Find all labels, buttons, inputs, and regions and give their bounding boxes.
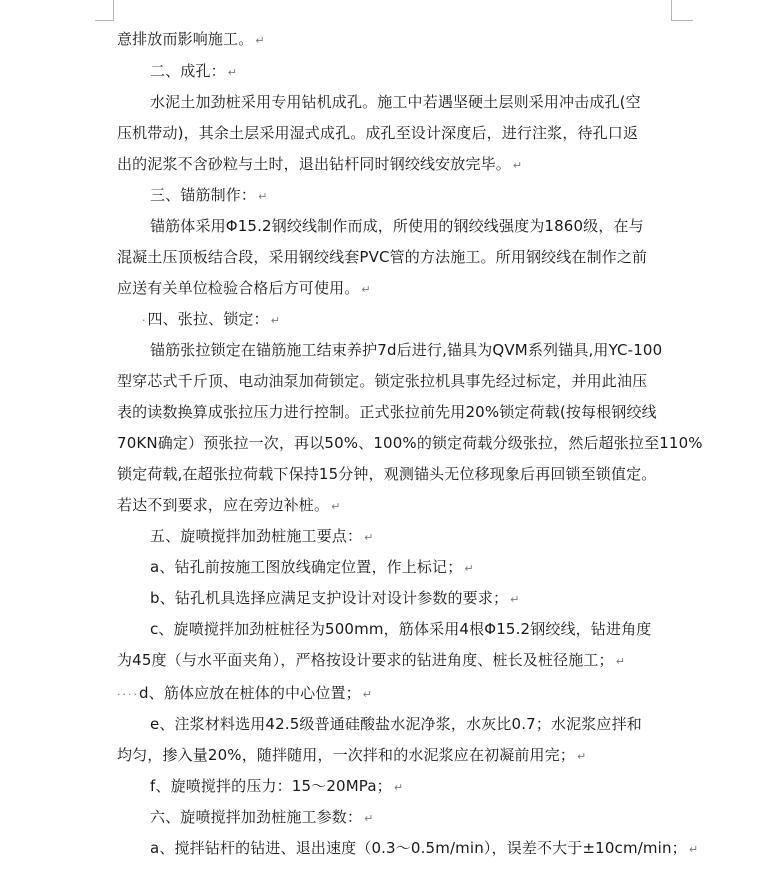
crop-mark-right-vertical [671,0,672,20]
paragraph-mark-icon: ↵ [512,159,523,172]
body-line: 若达不到要求，应在旁边补桩。 ↵ [117,496,341,514]
paragraph-mark-icon: ↵ [364,812,374,825]
list-item: a、搅拌钻杆的钻进、退出速度（0.3～0.5m/min），误差不大于±10cm/min； ↵ [150,839,699,857]
list-item: 为45度（与水平面夹角），严格按设计要求的钻进角度、桩长及桩径施工； ↵ [117,651,626,669]
paragraph-mark-icon: ↵ [255,34,265,47]
paragraph-mark-icon: ↵ [364,531,374,544]
paragraph-mark-icon: ↵ [227,66,238,79]
paragraph-mark-icon: ↵ [362,688,373,701]
body-line: 混凝土压顶板结合段，采用钢绞线套PVC管的方法施工。所用钢绞线在制作之前 [117,248,648,266]
paragraph-mark-icon: ↵ [464,562,474,575]
section-heading: ·四、张拉、锁定： ↵ [142,310,281,328]
paragraph-mark-icon: ↵ [577,750,587,763]
crop-mark-right-horizontal [671,20,693,21]
body-line: 水泥土加劲桩采用专用钻机成孔。施工中若遇坚硬土层则采用冲击成孔(空 [150,93,641,111]
body-line: 压机带动)，其余土层采用湿式成孔。成孔至设计深度后，进行注浆，待孔口返 [117,124,639,142]
list-item: c、旋喷搅拌加劲桩桩径为500mm，筋体采用4根Φ15.2钢绞线，钻进角度 [150,620,652,638]
body-line: 锚筋体采用Φ15.2钢绞线制作而成，所使用的钢绞线强度为1860级，在与 [150,217,644,235]
crop-mark-left-horizontal [95,20,114,21]
list-item: e、注浆材料选用42.5级普通硅酸盐水泥净浆，水灰比0.7；水泥浆应拌和 [150,715,642,733]
paragraph-mark-icon: ↵ [393,781,404,794]
body-line: 型穿芯式千斤顶、电动油泵加荷锁定。锁定张拉机具事先经过标定，并用此油压 [117,372,648,390]
space-marker-icon: ···· [117,688,139,701]
crop-mark-left-vertical [113,0,114,20]
list-item: 均匀，掺入量20%，随拌随用，一次拌和的水泥浆应在初凝前用完； ↵ [117,746,587,764]
body-line: 意排放而影响施工。 ↵ [117,30,265,48]
section-heading: 五、旋喷搅拌加劲桩施工要点： ↵ [150,527,374,545]
space-marker-icon: · [142,314,148,327]
paragraph-mark-icon: ↵ [510,593,520,606]
paragraph-mark-icon: ↵ [331,500,341,513]
paragraph-mark-icon: ↵ [270,314,281,327]
section-heading: 三、锚筋制作： ↵ [150,186,268,204]
list-item: f、旋喷搅拌的压力：15～20MPa； ↵ [150,777,404,795]
section-heading: 六、旋喷搅拌加劲桩施工参数： ↵ [150,808,374,826]
body-line: 锁定荷载,在超张拉荷载下保持15分钟，观测锚头无位移现象后再回锁至锁值定。 [117,465,657,483]
body-line: 锚筋张拉锁定在锚筋施工结束养护7d后进行,锚具为QVM系列锚具,用YC-100 [150,341,663,359]
list-item: b、钻孔机具选择应满足支护设计对设计参数的要求； ↵ [150,589,520,607]
body-line: 70KN确定）预张拉一次，再以50%、100%的锁定荷载分级张拉，然后超张拉至110% [117,434,703,452]
body-line: 表的读数换算成张拉压力进行控制。正式张拉前先用20%锁定荷载(按每根钢绞线 [117,403,657,421]
paragraph-mark-icon: ↵ [258,190,268,203]
list-item: a、钻孔前按施工图放线确定位置，作上标记； ↵ [150,558,474,576]
paragraph-mark-icon: ↵ [688,843,699,856]
section-heading: 二、成孔： ↵ [150,62,238,80]
body-line: 应送有关单位检验合格后方可使用。 ↵ [117,279,371,297]
page-cutoff [0,862,783,875]
body-line: 出的泥浆不含砂粒与土时，退出钻杆同时钢绞线安放完毕。 ↵ [117,155,523,173]
list-item: ····d、筋体应放在桩体的中心位置； ↵ [117,684,373,702]
paragraph-mark-icon: ↵ [361,283,371,296]
paragraph-mark-icon: ↵ [615,655,626,668]
